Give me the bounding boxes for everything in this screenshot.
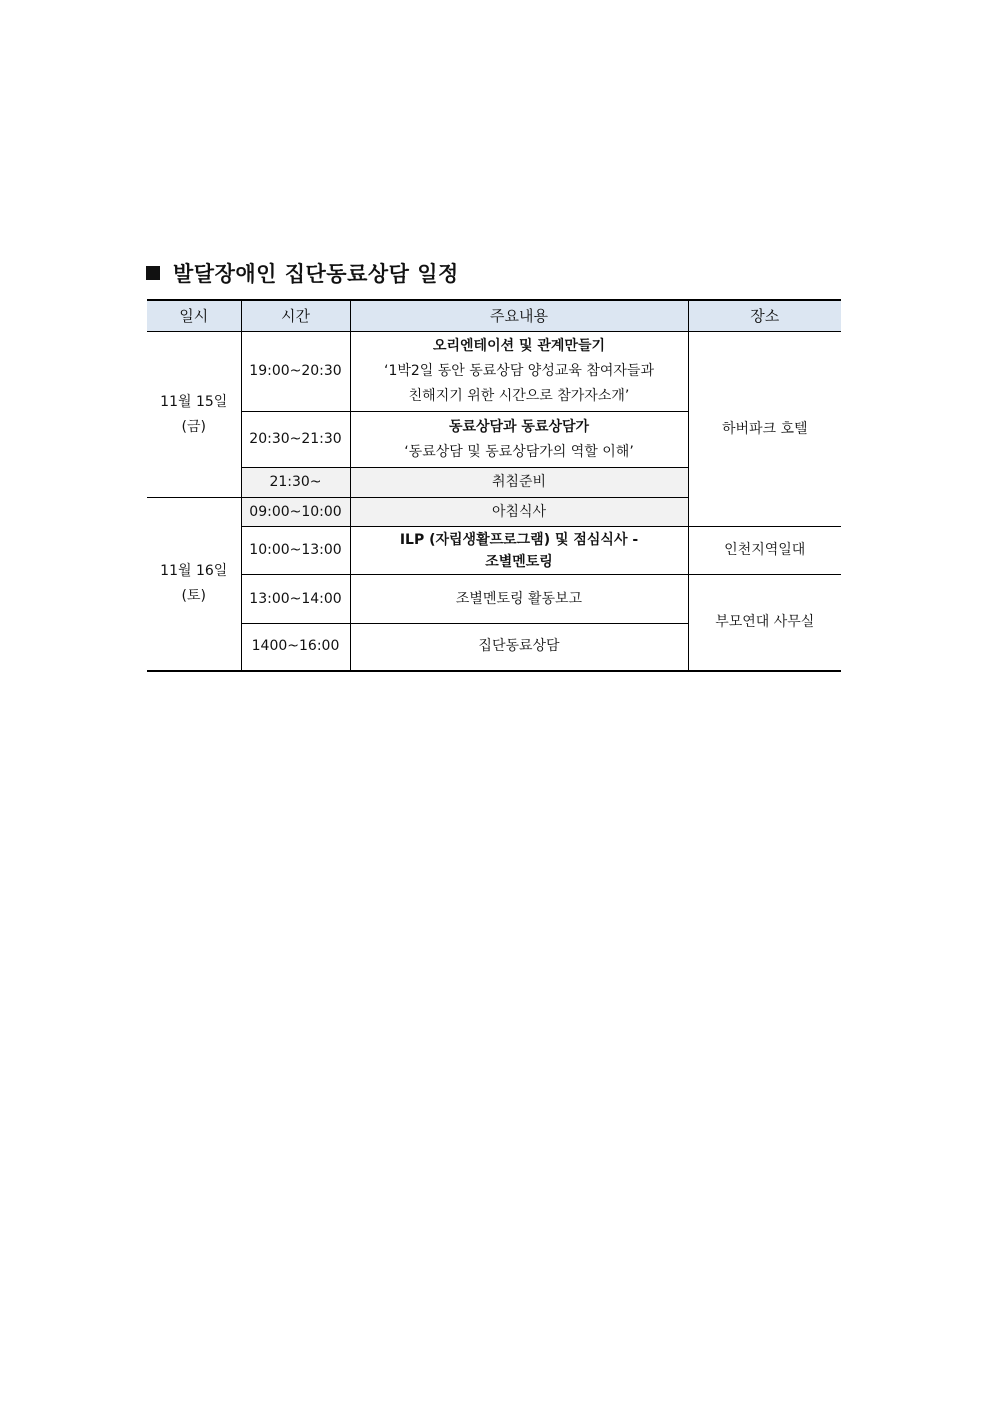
place-cell-harborpark: 하버파크 호텔 — [688, 332, 841, 527]
time-cell: 1400~16:00 — [241, 624, 350, 671]
table-row — [147, 575, 841, 624]
session-description: ‘1박2일 동안 동료상담 양성교육 참여자들과 — [384, 363, 654, 379]
time-cell: 13:00~14:00 — [241, 575, 350, 624]
table-header-row — [147, 300, 841, 332]
content-cell — [350, 527, 688, 575]
table-row — [147, 332, 841, 412]
content-cell: 집단동료상담 — [350, 624, 688, 671]
day1-date: 11월 15일 — [160, 393, 228, 410]
session-title: 오리엔테이션 및 관계만들기 — [432, 338, 606, 354]
session-description: ‘동료상담 및 동료상담가의 역할 이해’ — [404, 443, 634, 460]
content-cell — [350, 412, 688, 468]
day2-date-cell — [147, 498, 241, 671]
day1-date-cell — [147, 332, 241, 498]
table-row — [147, 527, 841, 575]
time-cell: 19:00~20:30 — [241, 332, 350, 412]
time-cell: 20:30~21:30 — [241, 412, 350, 468]
place-cell-incheon: 인천지역일대 — [688, 527, 841, 575]
content-cell — [350, 332, 688, 412]
black-square-icon — [146, 266, 160, 280]
session-title: ILP (자립생활프로그램) 및 점심식사 - — [399, 531, 639, 548]
header-content: 주요내용 — [350, 300, 688, 332]
day1-weekday: (금) — [181, 418, 206, 435]
day2-date: 11월 16일 — [160, 562, 228, 579]
content-cell: 아침식사 — [350, 498, 688, 527]
time-cell: 09:00~10:00 — [241, 498, 350, 527]
section-heading — [146, 258, 459, 288]
time-cell: 21:30~ — [241, 468, 350, 498]
header-place: 장소 — [688, 300, 841, 332]
header-date: 일시 — [147, 300, 241, 332]
session-description: 친해지기 위한 시간으로 참가자소개’ — [408, 388, 630, 404]
header-time: 시간 — [241, 300, 350, 332]
session-title: 조별멘토링 — [485, 553, 553, 570]
place-cell-office: 부모연대 사무실 — [688, 575, 841, 671]
day2-weekday: (토) — [181, 587, 206, 604]
session-title: 동료상담과 동료상담가 — [448, 418, 590, 435]
content-cell: 조별멘토링 활동보고 — [350, 575, 688, 624]
schedule-table — [147, 299, 841, 672]
time-cell: 10:00~13:00 — [241, 527, 350, 575]
section-title: 발달장애인 집단동료상담 일정 — [173, 262, 459, 286]
content-cell: 취침준비 — [350, 468, 688, 498]
